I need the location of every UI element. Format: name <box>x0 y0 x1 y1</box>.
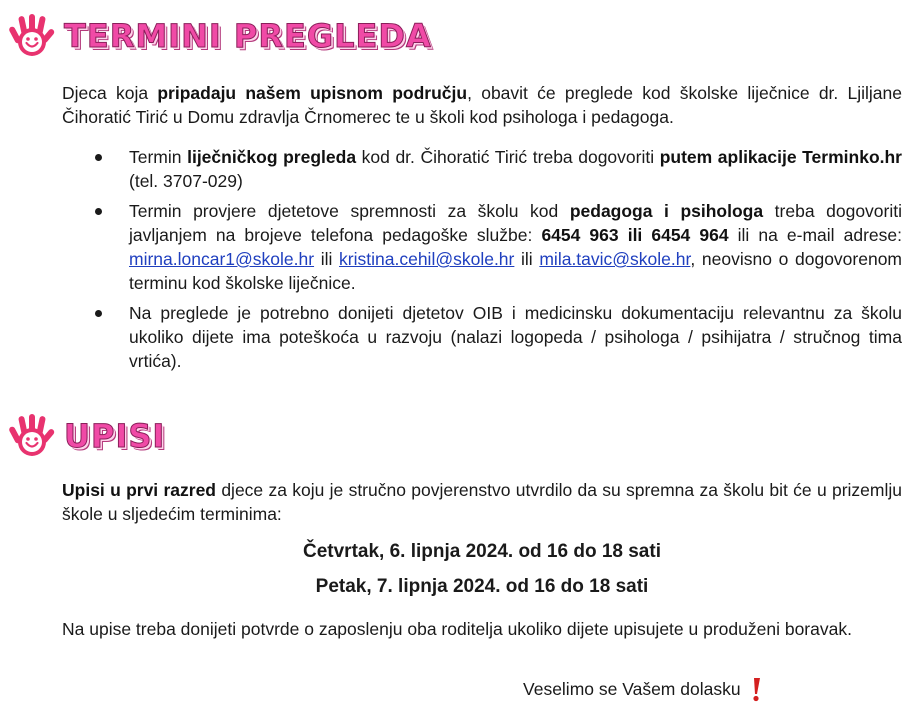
email-link-kristina[interactable]: kristina.cehil@skole.hr <box>339 249 515 269</box>
text-segment: , neovisno o dogovorenom terminu kod školske liječnice. <box>129 249 903 293</box>
section-title: UPISI <box>64 417 166 455</box>
bold-segment: putem aplikacije Terminko.hr <box>659 147 902 167</box>
instruction-list <box>92 145 902 379</box>
documents-note: Na upise treba donijeti potvrde o zaposlenju oba roditelja ukoliko dijete upisujete u produženi boravak. <box>62 619 852 639</box>
email-link-mila[interactable]: mila.tavic@skole.hr <box>539 249 691 269</box>
text-segment: ili <box>514 249 540 269</box>
section-heading-termini <box>8 12 432 60</box>
text-segment: Djeca koja <box>62 83 158 103</box>
enrollment-date-thursday: Četvrtak, 6. lipnja 2024. od 16 do 18 sati <box>303 541 661 562</box>
list-item <box>92 301 902 373</box>
enrollment-paragraph <box>62 478 902 526</box>
text-segment: ili na e-mail adrese: <box>728 225 902 245</box>
intro-paragraph <box>62 81 902 129</box>
bold-segment: Upisi u prvi razred <box>62 480 217 500</box>
text-segment: , obavit će preglede kod školske liječnice dr. Ljiljane Čihoratić Tirić u Domu zdravlja Črnomerec te u školi kod psihologa i pedagoga. <box>62 83 903 127</box>
waving-hand-smiley-icon <box>8 12 56 60</box>
text-segment: kod dr. Čihoratić Tirić treba dogovoriti <box>356 147 660 167</box>
waving-hand-smiley-icon <box>8 412 56 460</box>
text-segment: djece za koju je stručno povjerenstvo utvrdilo da su spremna za školu bit će u prizemlju škole u sljedećim terminima: <box>62 480 903 524</box>
closing-text: Veselimo se Vašem dolasku <box>523 679 741 699</box>
bullet-icon <box>95 310 102 317</box>
bold-segment: pedagoga i psihologa <box>569 201 764 221</box>
text-segment: treba dogovoriti javljanjem na brojeve telefona pedagoške službe: <box>129 201 902 245</box>
text-segment: Na preglede je potrebno donijeti djetetov OIB i medicinsku dokumentaciju relevantnu za školu ukoliko dijete ima poteškoća u razvoju (nalazi logopeda / psihologa / psihijatra / stručnog tima vrtića). <box>129 303 902 371</box>
email-link-mirna[interactable]: mirna.loncar1@skole.hr <box>129 249 315 269</box>
bold-segment: liječničkog pregleda <box>187 147 357 167</box>
text-segment: ili <box>314 249 340 269</box>
text-segment: Termin provjere djetetove spremnosti za školu kod <box>129 201 570 221</box>
enrollment-date-friday: Petak, 7. lipnja 2024. od 16 do 18 sati <box>315 576 649 597</box>
bold-segment: 6454 963 ili 6454 964 <box>541 225 729 245</box>
exclamation-mark-icon <box>749 676 763 702</box>
closing-line <box>523 676 763 702</box>
bold-segment: pripadaju našem upisnom području <box>157 83 468 103</box>
text-segment: (tel. 3707-029) <box>129 171 243 191</box>
list-item <box>92 145 902 193</box>
bullet-icon <box>95 154 102 161</box>
section-heading-upisi <box>8 412 165 460</box>
bullet-icon <box>95 208 102 215</box>
section-title: TERMINI PREGLEDA <box>64 17 432 55</box>
text-segment: Termin <box>129 147 188 167</box>
list-item <box>92 199 902 295</box>
